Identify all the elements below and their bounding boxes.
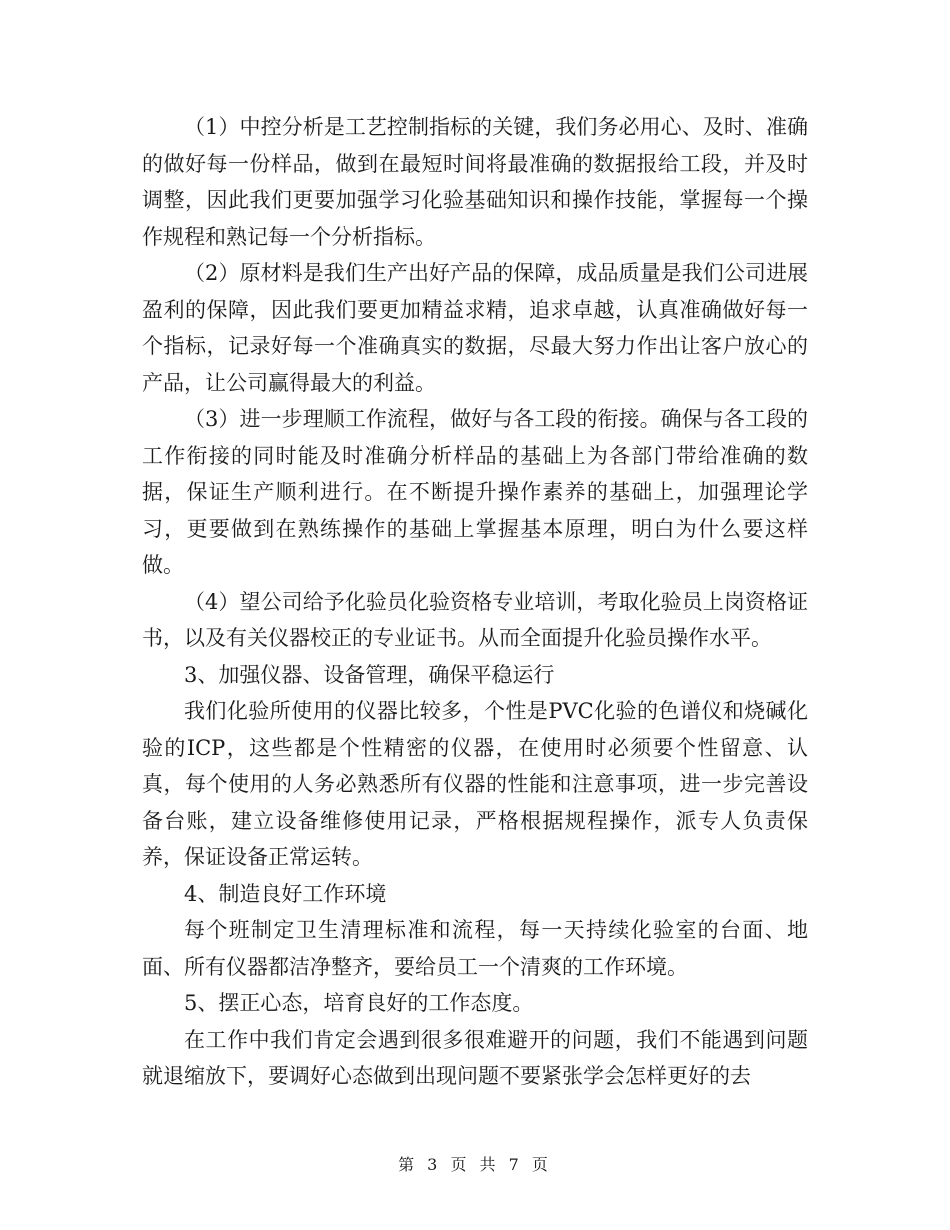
section-heading-3: 3、加强仪器、设备管理，确保平稳运行 [184,662,555,687]
paragraph-environment: 每个班制定卫生清理标准和流程，每一天持续化验室的台面、地面、所有仪器都洁净整齐，要给员工一个清爽的工作环境。 [142,918,808,979]
paragraph-item-2: （2）原材料是我们生产出好产品的保障，成品质量是我们公司进展盈利的保障，因此我们要更加精益求精，追求卓越，认真准确做好每一个指标，记录好每一个准确真实的数据，尽最大努力作出让客户放心的产品，让公司赢得最大的利益。 [142,261,808,395]
paragraph-item-3: （3）进一步理顺工作流程，做好与各工段的衔接。确保与各工段的工作衔接的同时能及时准确分析样品的基础上为各部门带给准确的数据，保证生产顺利进行。在不断提升操作素养的基础上，加强理论学习，更要做到在熟练操作的基础上掌握基本原理，明白为什么要这样做。 [142,407,808,577]
paragraph-attitude: 在工作中我们肯定会遇到很多很难避开的问题，我们不能遇到问题就退缩放下，要调好心态做到出现问题不要紧张学会怎样更好的去 [142,1027,808,1088]
section-heading-4: 4、制造良好工作环境 [184,881,387,906]
document-body [142,109,808,1095]
page-number-footer: 第 3 页 共 7 页 [398,1155,552,1174]
paragraph-equipment: 我们化验所使用的仪器比较多，个性是PVC化验的色谱仪和烧碱化验的ICP，这些都是个性精密的仪器，在使用时必须要个性留意、认真，每个使用的人务必熟悉所有仪器的性能和注意事项，进一步完善设备台账，建立设备维修使用记录，严格根据规程操作，派专人负责保养，保证设备正常运转。 [142,699,808,869]
paragraph-item-4: （4）望公司给予化验员化验资格专业培训，考取化验员上岗资格证书，以及有关仪器校正的专业证书。从而全面提升化验员操作水平。 [142,589,808,650]
section-heading-5: 5、摆正心态，培育良好的工作态度。 [184,991,534,1015]
paragraph-item-1: （1）中控分析是工艺控制指标的关键，我们务必用心、及时、准确的做好每一份样品，做到在最短时间将最准确的数据报给工段，并及时调整，因此我们更要加强学习化验基础知识和操作技能，掌握每一个操作规程和熟记每一个分析指标。 [142,115,808,249]
